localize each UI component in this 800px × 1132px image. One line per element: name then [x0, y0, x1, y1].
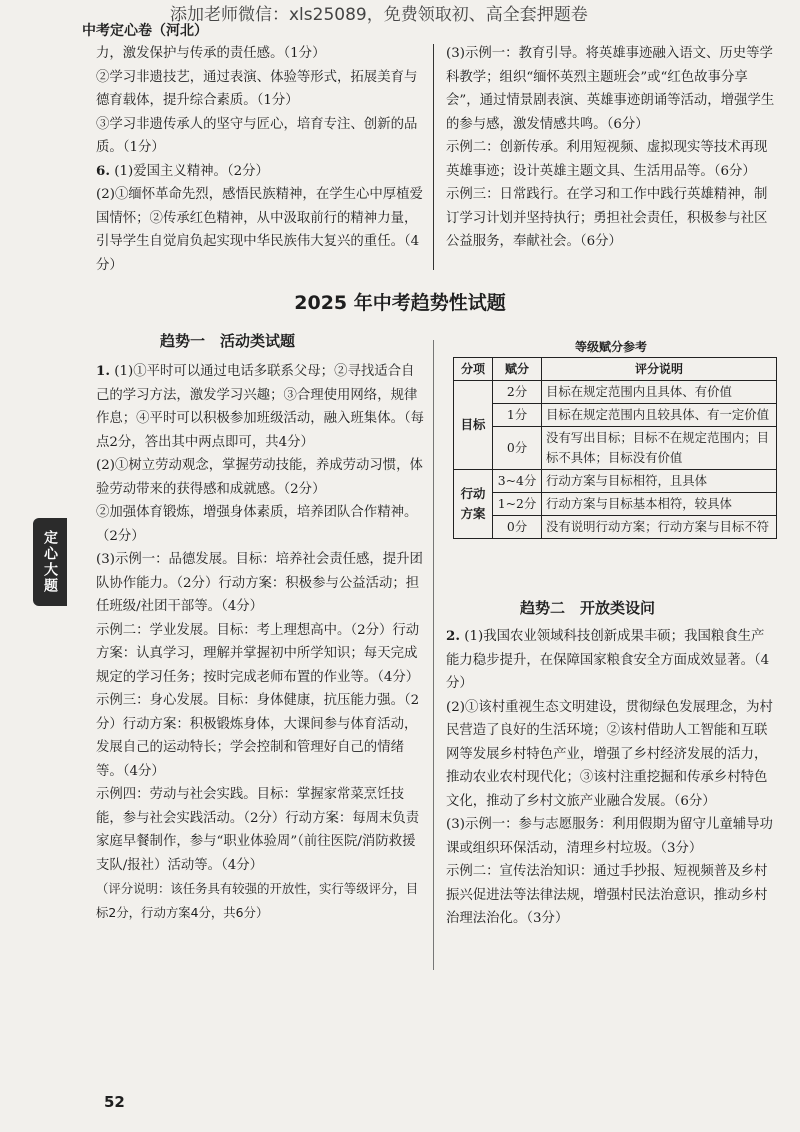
question-number: 1. — [96, 363, 110, 379]
answer-text: (1)①平时可以通过电话多联系父母；②寻找适合自己的学习方法，激发学习兴趣；③合理使用网络，规律作息；④平时可以积极参加班级活动，融入班集体。（每点2分，答出其中两点即可，共4分） — [96, 364, 425, 450]
table-row — [454, 516, 777, 539]
score-cell: 0分 — [493, 427, 542, 470]
table-header-row — [454, 358, 777, 381]
answer-line: (3)示例一：教育引导。将英雄事迹融入语文、历史等学科教学；组织“缅怀英烈主题班会”或“红色故事分享会”，通过情景剧表演、英雄事迹朗诵等活动，增强学生的参与感，激发情感共鸣。（6分） — [446, 46, 775, 132]
table-row — [454, 493, 777, 516]
desc-cell: 目标在规定范围内且具体、有价值 — [542, 381, 777, 404]
answer-line: 示例二：宣传法治知识：通过手抄报、短视频普及乡村振兴促进法等法律法规，增强村民法治意识，推动乡村治理法治化。（3分） — [446, 864, 768, 926]
desc-cell: 目标在规定范围内且较具体、有一定价值 — [542, 404, 777, 427]
question-1-column — [96, 360, 426, 924]
desc-cell: 行动方案与目标相符，且具体 — [542, 470, 777, 493]
answer-line: 示例三：日常践行。在学习和工作中践行英雄精神，制订学习计划并坚持执行；勇担社会责任，积极参与社区公益服务，奉献社会。（6分） — [446, 187, 768, 249]
desc-cell: 行动方案与目标基本相符，较具体 — [542, 493, 777, 516]
answer-line: ②加强体育锻炼，增强身体素质，培养团队合作精神。（2分） — [96, 505, 418, 544]
answer-line: 示例四：劳动与社会实践。目标：掌握家常菜烹饪技能，参与社会实践活动。（2分）行动方案：每周末负责家庭早餐制作，参与“职业体验周”（前往医院/消防救援支队/报社）活动等。（4分） — [96, 787, 420, 873]
score-cell: 1分 — [493, 404, 542, 427]
table-row — [454, 404, 777, 427]
desc-cell: 没有说明行动方案；行动方案与目标不符 — [542, 516, 777, 539]
answer-line: 力，激发保护与传承的责任感。（1分） — [96, 46, 326, 61]
top-right-column — [446, 42, 776, 254]
question-2-column — [446, 625, 776, 931]
column-divider — [433, 44, 434, 270]
answer-line: 示例三：身心发展。目标：身体健康，抗压能力强。（2分）行动方案：积极锻炼身体，大课间参与体育活动，发展自己的运动特长；学会控制和管理好自己的情绪等。（4分） — [96, 693, 420, 779]
answer-line: (2)①缅怀革命先烈，感悟民族精神，在学生心中厚植爱国情怀；②传承红色精神，从中汲取前行的精神力量，引导学生自觉肩负起实现中华民族伟大复兴的重任。（4分） — [96, 187, 423, 273]
answer-line: (2)①该村重视生态文明建设，贯彻绿色发展理念，为村民营造了良好的生活环境；②该村借助人工智能和互联网等发展乡村特色产业，增强了乡村经济发展的活力，推动农业农村现代化；③该村注重挖掘和传承乡村特色文化，推动了乡村文旅产业融合发展。（6分） — [446, 699, 773, 809]
answer-line: (3)示例一：品德发展。目标：培养社会责任感，提升团队协作能力。（2分）行动方案：积极参与公益活动；担任班级/社团干部等。（4分） — [96, 552, 423, 614]
answer-line — [96, 360, 426, 454]
scoring-note: （评分说明：该任务具有较强的开放性，实行等级评分，目标2分，行动方案4分，共6分） — [96, 881, 419, 920]
question-number: 6. — [96, 162, 110, 179]
section-1-title: 趋势一 活动类试题 — [160, 332, 296, 350]
grade-table-title: 等级赋分参考 — [574, 340, 647, 354]
question-6 — [96, 160, 426, 184]
section-2-title: 趋势二 开放类设问 — [520, 599, 656, 617]
answer-line: 示例二：学业发展。目标：考上理想高中。（2分）行动方案：认真学习，理解并掌握初中所学知识；每天完成规定的学习任务；按时完成老师布置的作业等。（4分） — [96, 622, 420, 685]
column-header: 分项 — [454, 358, 493, 381]
desc-cell: 没有写出目标；目标不在规定范围内；目标不具体；目标没有价值 — [542, 427, 777, 470]
answer-line: (1)爱国主义精神。（2分） — [114, 163, 269, 179]
row-group-label: 行动方案 — [454, 470, 493, 539]
column-header: 评分说明 — [542, 358, 777, 381]
answer-line — [446, 625, 776, 696]
page-number: 52 — [104, 1093, 125, 1111]
row-group-label: 目标 — [454, 381, 493, 470]
main-title: 2025 年中考趋势性试题 — [294, 292, 506, 314]
score-cell: 0分 — [493, 516, 542, 539]
score-cell: 1~2分 — [493, 493, 542, 516]
table-row — [454, 427, 777, 470]
top-left-column — [96, 42, 426, 277]
column-divider — [433, 340, 434, 970]
table-row — [454, 470, 777, 493]
question-number: 2. — [446, 628, 460, 644]
answer-line: (3)示例一：参与志愿服务：利用假期为留守儿童辅导功课或组织环保活动，清理乡村垃圾。（3分） — [446, 817, 773, 856]
watermark-text: 添加老师微信：xls25089，免费领取初、高全套押题卷 — [170, 5, 588, 25]
column-header: 赋分 — [493, 358, 542, 381]
table-row — [454, 381, 777, 404]
running-header: 中考定心卷（河北） — [82, 23, 208, 39]
grade-table — [453, 357, 777, 539]
answer-line: 示例二：创新传承。利用短视频、虚拟现实等技术再现英雄事迹；设计英雄主题文具、生活用品等。（6分） — [446, 140, 768, 179]
side-tab: 定心大题 — [33, 518, 67, 606]
answer-line: ③学习非遗传承人的坚守与匠心，培育专注、创新的品质。（1分） — [96, 116, 418, 155]
answer-text: (1)我国农业领域科技创新成果丰硕；我国粮食生产能力稳步提升，在保障国家粮食安全方面成效显著。（4分） — [446, 629, 770, 691]
answer-line: (2)①树立劳动观念，掌握劳动技能，养成劳动习惯，体验劳动带来的获得感和成就感。（2分） — [96, 458, 423, 497]
answer-line: ②学习非遗技艺，通过表演、体验等形式，拓展美育与德育载体，提升综合素质。（1分） — [96, 69, 418, 108]
score-cell: 3~4分 — [493, 470, 542, 493]
score-cell: 2分 — [493, 381, 542, 404]
